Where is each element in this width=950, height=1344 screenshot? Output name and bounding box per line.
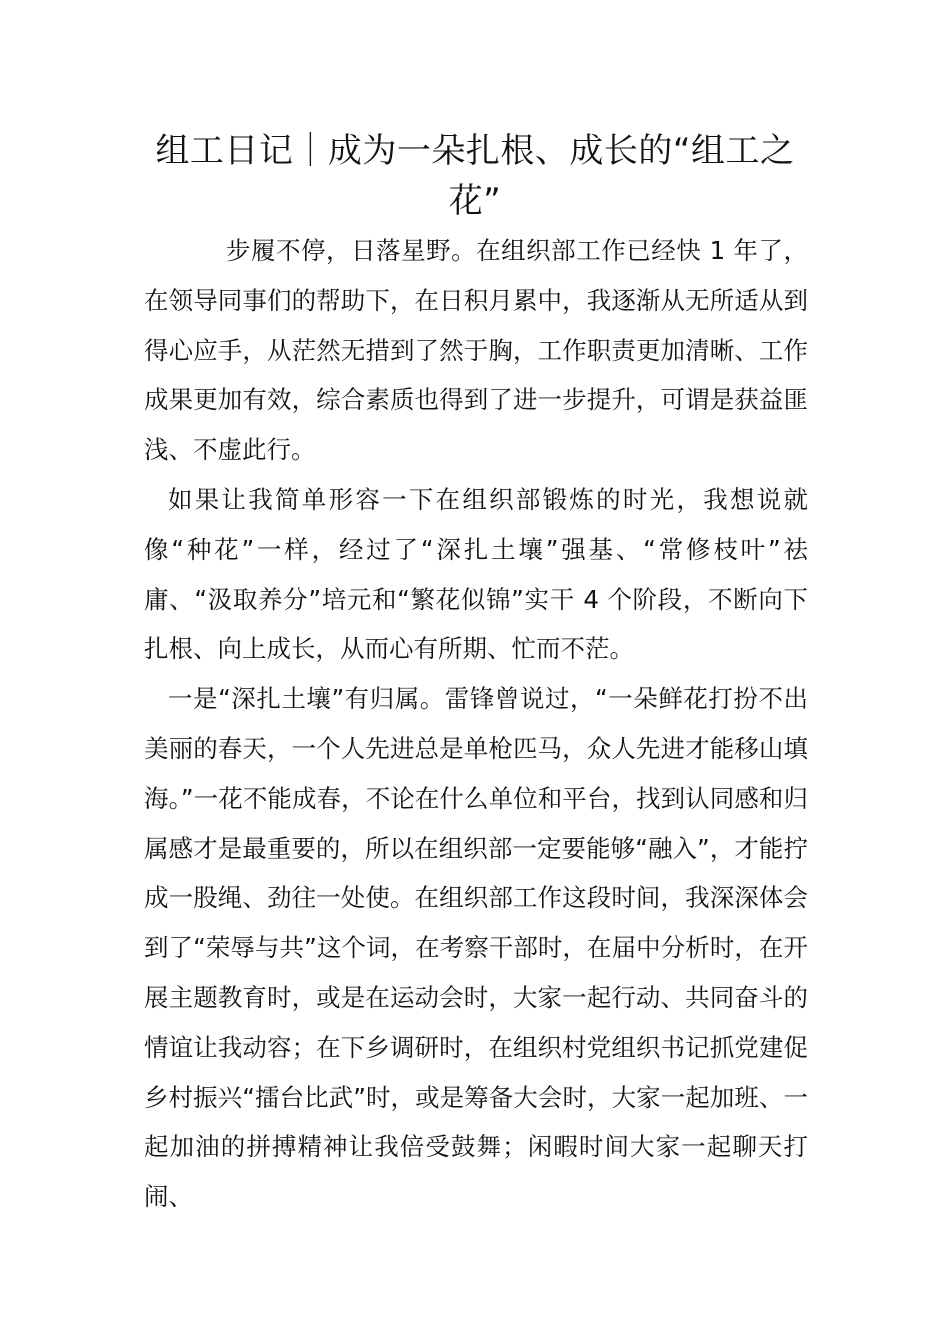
- document-body: [144, 226, 808, 1222]
- paragraph-section-one: 一是“深扎土壤”有归属。雷锋曾说过，“一朵鲜花打扮不出美丽的春天，一个人先进总是单枪匹马，众人先进才能移山填海。”一花不能成春，不论在什么单位和平台，找到认同感和归属感才是最重要的，所以在组织部一定要能够“融入”，才能拧成一股绳、劲往一处使。在组织部工作这段时间，我深深体会到了“荣辱与共”这个词，在考察干部时，在届中分析时，在开展主题教育时，或是在运动会时，大家一起行动、共同奋斗的情谊让我动容；在下乡调研时，在组织村党组织书记抓党建促乡村振兴“擂台比武”时，或是筹备大会时，大家一起加班、一起加油的拼搏精神让我倍受鼓舞；闲暇时间大家一起聊天打闹、: [144, 684, 808, 1212]
- paragraph-intro: 步履不停，日落星野。在组织部工作已经快 1 年了，在领导同事们的帮助下，在日积月累中，我逐渐从无所适从到得心应手，从茫然无措到了然于胸，工作职责更加清晰、工作成果更加有效，综合素质也得到了进一步提升，可谓是获益匪浅、不虚此行。: [144, 236, 808, 465]
- document-title: 组工日记｜成为一朵扎根、成长的“组工之花”: [155, 131, 795, 221]
- paragraph-overview: 如果让我简单形容一下在组织部锻炼的时光，我想说就像“种花”一样，经过了“深扎土壤”强基、“常修枝叶”祛庸、“汲取养分”培元和“繁花似锦”实干 4 个阶段，不断向下扎根、向上成长，从而心有所期、忙而不茫。: [144, 484, 808, 664]
